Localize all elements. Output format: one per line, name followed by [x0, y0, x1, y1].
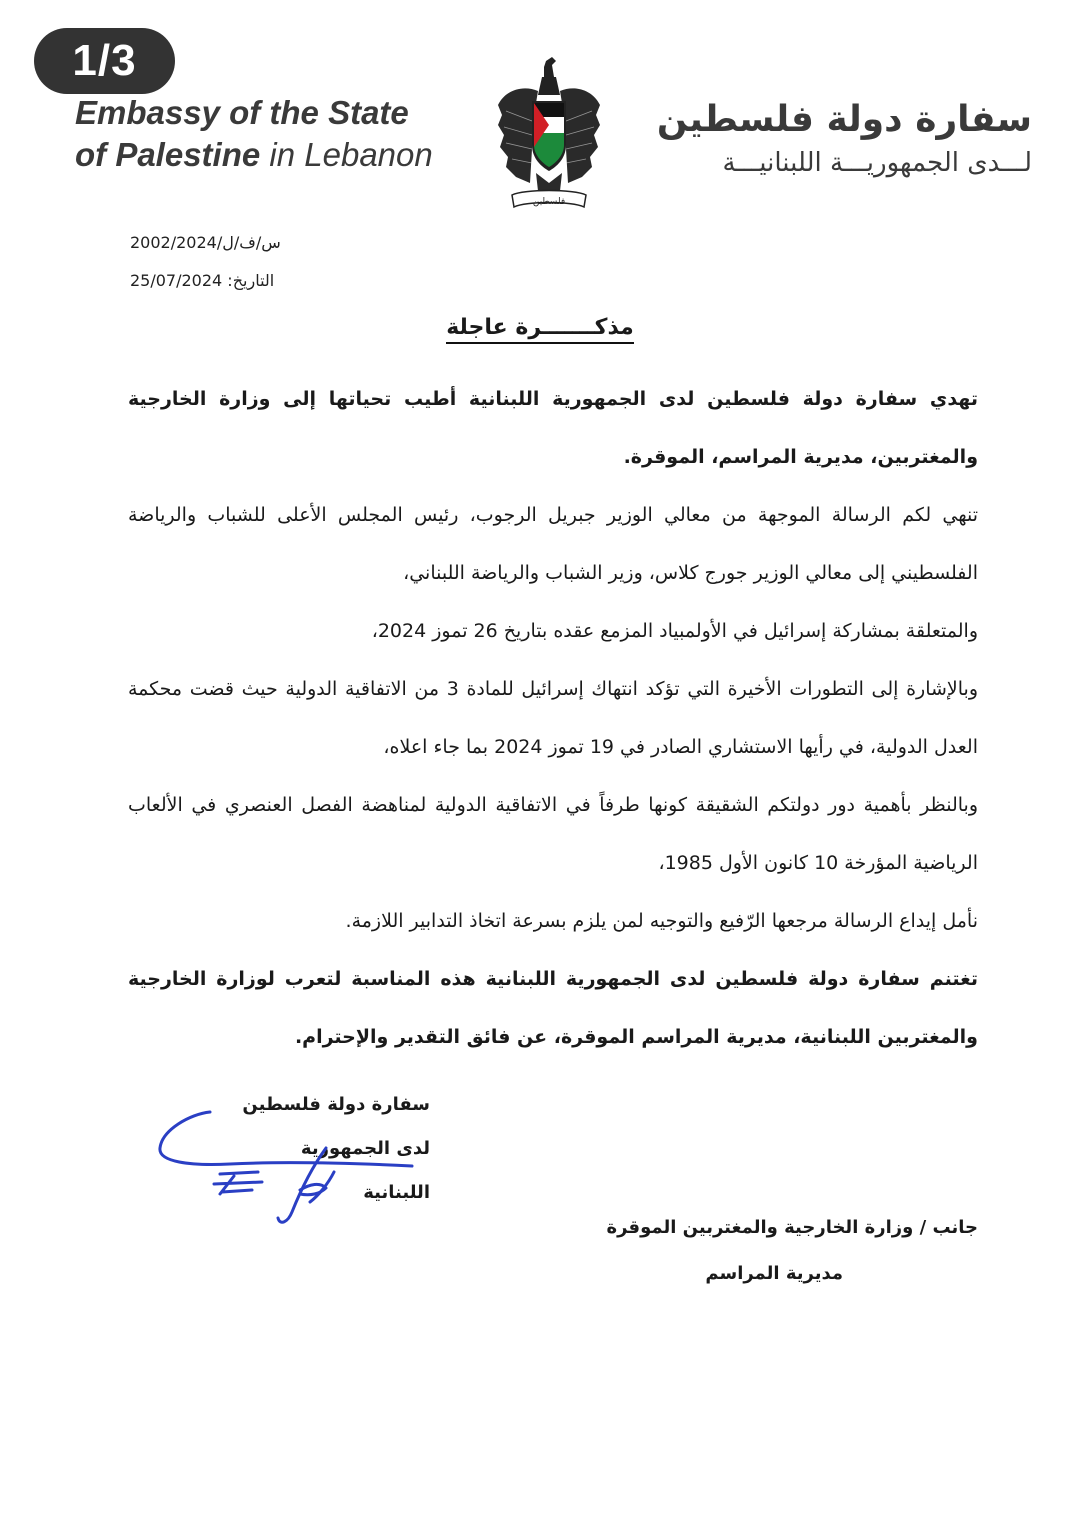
letterhead-en-line2-rest: in Lebanon — [260, 136, 433, 173]
body-paragraph: نأمل إيداع الرسالة مرجعها الرّفيع والتوجيه لمن يلزم بسرعة اتخاذ التدابير اللازمة. — [345, 910, 978, 932]
letterhead-en-line2-bold: of Palestine — [75, 136, 261, 173]
signature-line-1: سفارة دولة فلسطين — [242, 1094, 430, 1115]
signature-line-2: لدى الجمهورية اللبنانية — [300, 1138, 430, 1203]
body-paragraph: والمتعلقة بمشاركة إسرائيل في الأولمبياد المزمع عقده بتاريخ 26 تموز 2024، — [371, 620, 978, 642]
letter-body — [128, 370, 978, 1066]
body-paragraph: تنهي لكم الرسالة الموجهة من معالي الوزير جبريل الرجوب، رئيس المجلس الأعلى للشباب والرياضة الفلسطيني إلى معالي الوزير جورج كلاس، وزير الشباب والرياضة اللبناني، — [128, 504, 978, 584]
letterhead-ar-subtitle: لـــدى الجمهوريـــة اللبنانيـــة — [722, 148, 1032, 178]
emblem-label: فلسطين — [532, 197, 566, 207]
page-indicator-badge: 1/3 — [34, 28, 175, 94]
letterhead-ar-title: سفارة دولة فلسطين — [656, 99, 1032, 140]
reference-number: س/ف/ل/2002/2024 — [130, 233, 281, 252]
body-paragraph: تغتنم سفارة دولة فلسطين لدى الجمهورية اللبنانية هذه المناسبة لتعرب لوزارة الخارجية والمغتربين اللبنانية، مديرية المراسم الموقرة، عن فائق التقدير والإحترام. — [128, 968, 978, 1048]
recipient-line-1: جانب / وزارة الخارجية والمغتربين الموقرة — [606, 1217, 978, 1238]
handwritten-signature — [150, 1100, 420, 1230]
recipient-line-2: مديرية المراسم — [705, 1263, 843, 1284]
body-paragraph: تهدي سفارة دولة فلسطين لدى الجمهورية اللبنانية أطيب تحياتها إلى وزارة الخارجية والمغتربين، مديرية المراسم، الموقرة. — [128, 388, 978, 468]
letterhead-arabic — [657, 96, 1032, 182]
letterhead-en-line1: Embassy of the State — [75, 94, 409, 131]
document-date: التاريخ: 25/07/2024 — [130, 271, 275, 290]
body-paragraph: وبالنظر بأهمية دور دولتكم الشقيقة كونها طرفاً في الاتفاقية الدولية لمناهضة الفصل العنصري في الألعاب الرياضية المؤرخة 10 كانون الأول 1985، — [128, 794, 978, 874]
document-title: مذكـــــــرة عاجلة — [446, 315, 634, 344]
palestine-eagle-emblem-icon — [494, 55, 604, 215]
letterhead-english — [75, 92, 433, 176]
body-paragraph: وبالإشارة إلى التطورات الأخيرة التي تؤكد انتهاك إسرائيل للمادة 3 من الاتفاقية الدولية حيث قضت محكمة العدل الدولية، في رأيها الاستشاري الصادر في 19 تموز 2024 بما جاء اعلاه، — [128, 678, 978, 758]
recipient-block — [600, 1205, 978, 1297]
